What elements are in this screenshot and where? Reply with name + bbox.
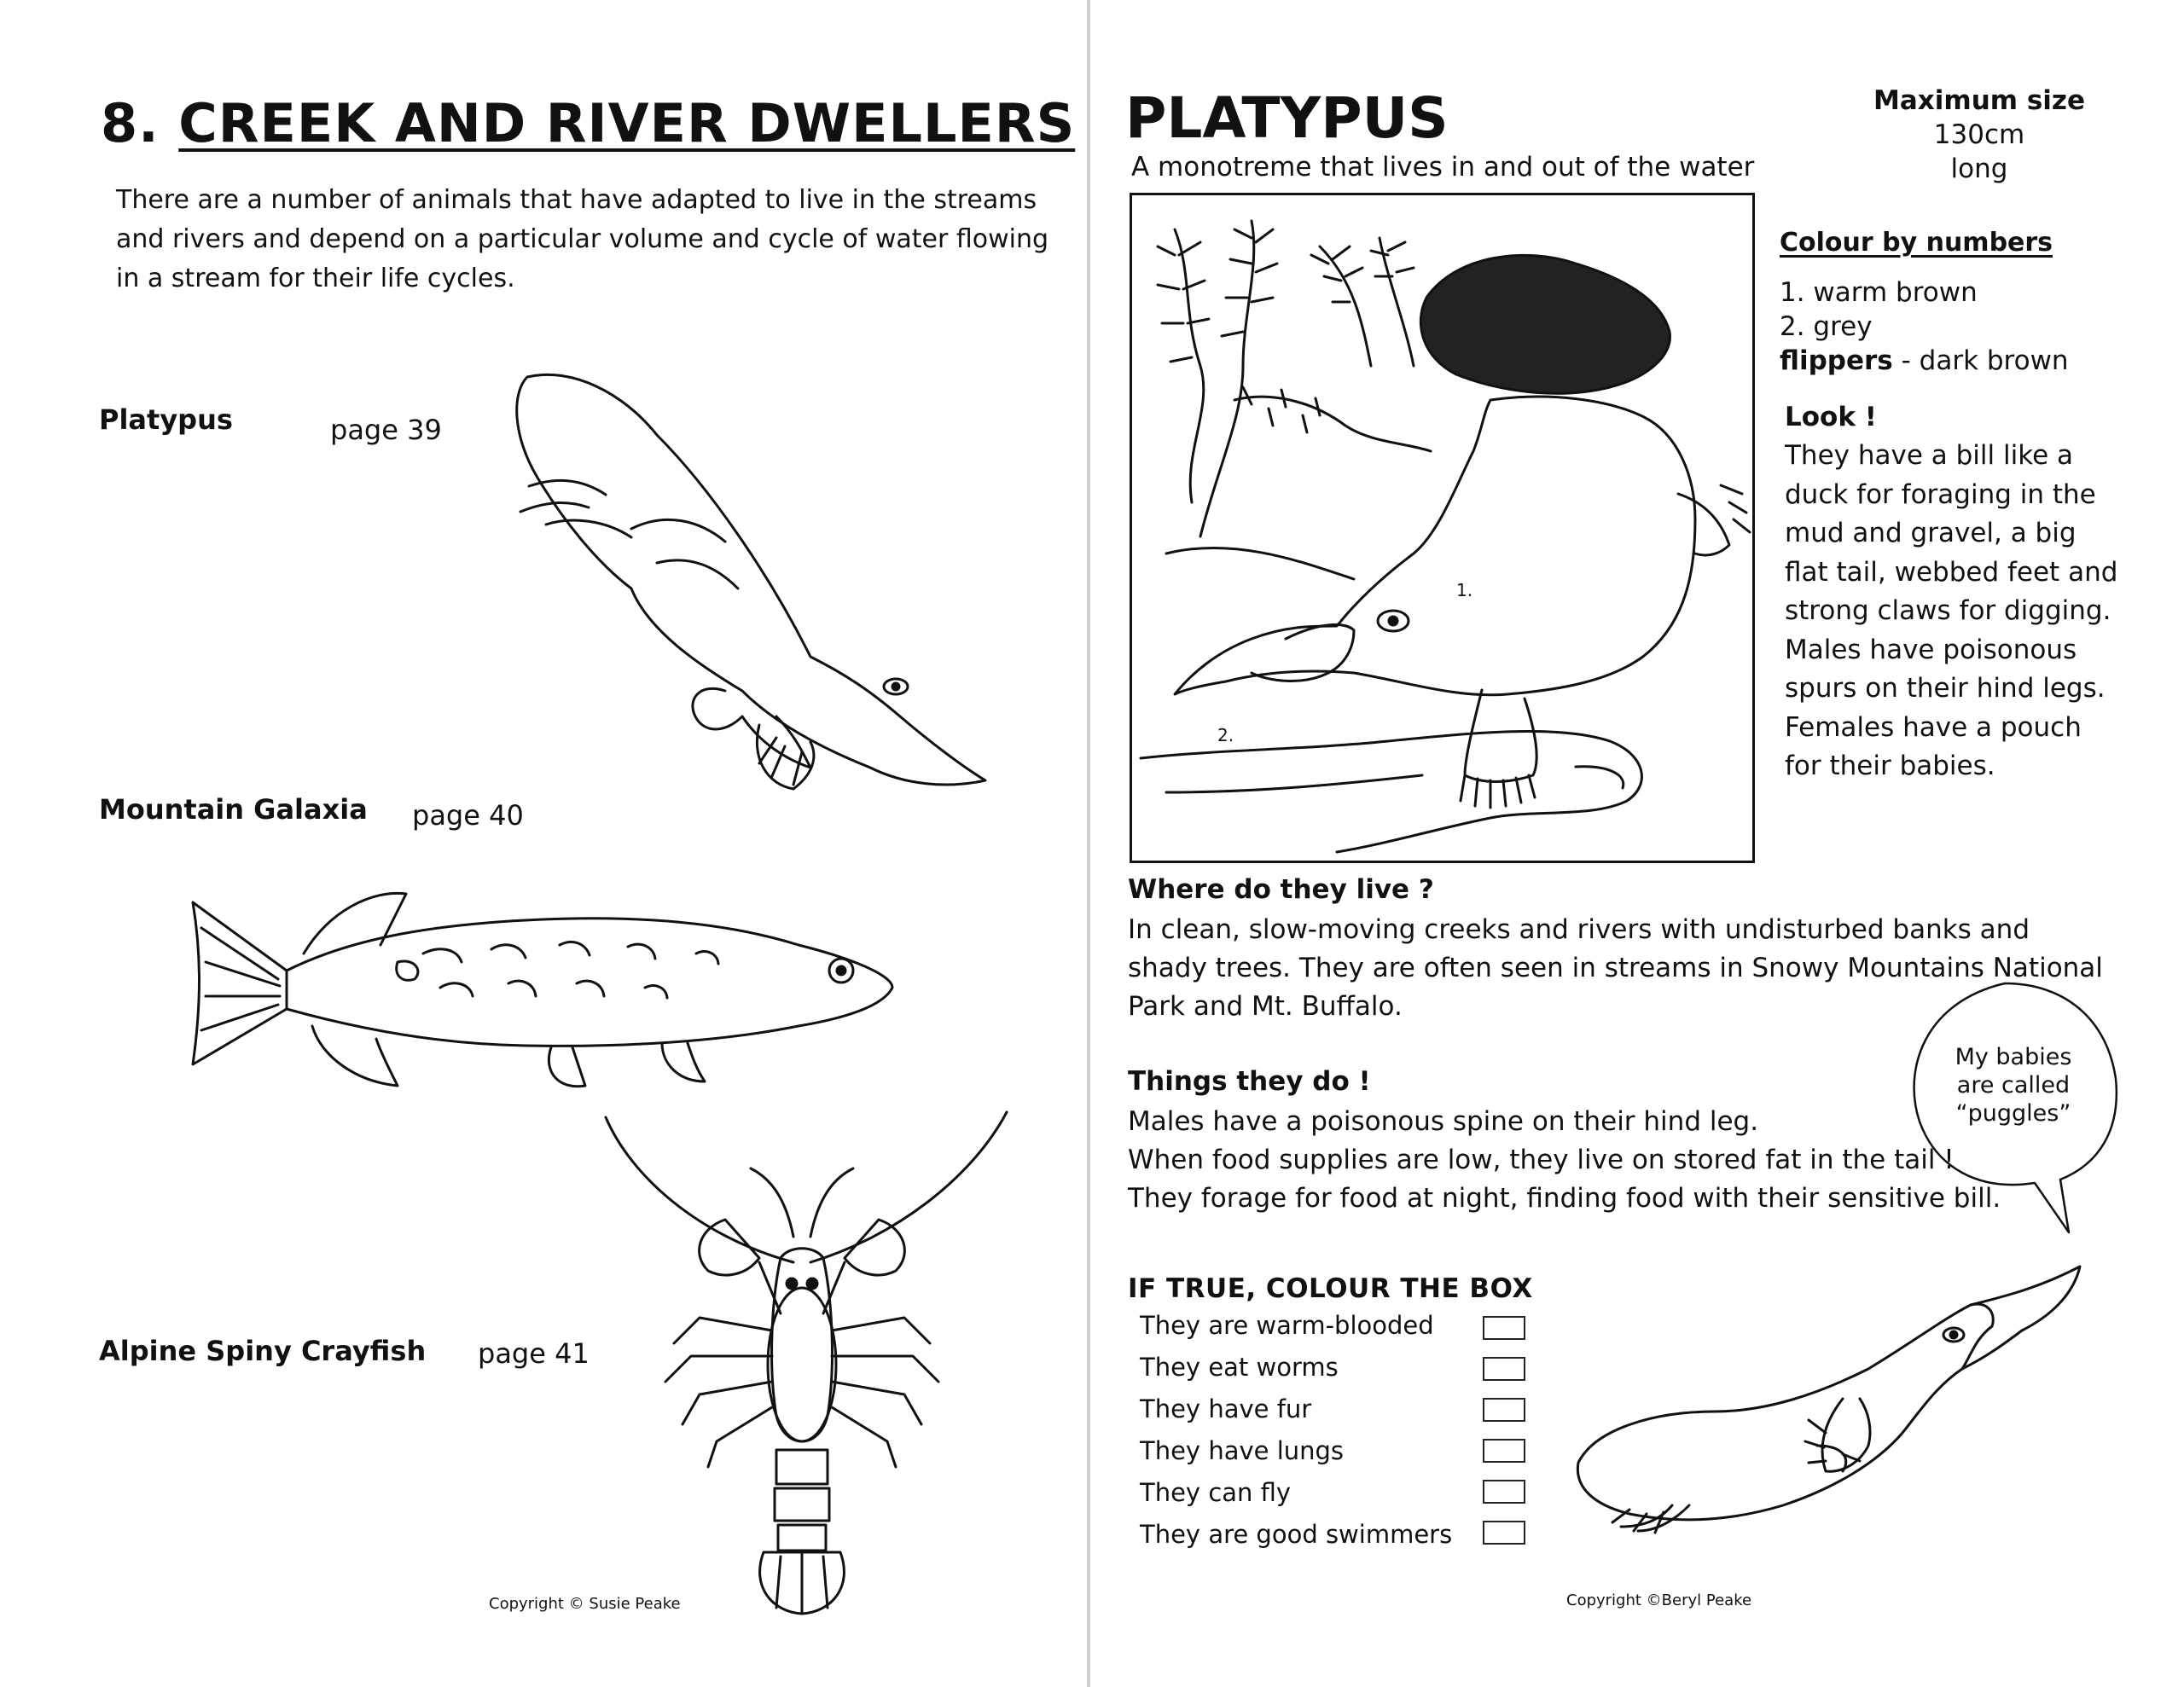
- animal-name-platypus: Platypus: [99, 403, 233, 436]
- quiz-item-label: They are good swimmers: [1140, 1520, 1453, 1549]
- colour-key-flippers: [1780, 344, 2069, 378]
- speech-bubble-line-1: My babies: [1955, 1044, 2072, 1070]
- things-list: [1128, 1103, 2001, 1218]
- page-subtitle: A monotreme that lives in and out of the water: [1131, 152, 1755, 183]
- flippers-value: - dark brown: [1892, 345, 2069, 376]
- colour-key-2: 2. grey: [1780, 311, 1873, 342]
- page-title: PLATYPUS: [1125, 85, 1449, 151]
- quiz-heading: IF TRUE, COLOUR THE BOX: [1128, 1273, 1533, 1304]
- alpine-spiny-crayfish-illustration: [597, 1109, 1015, 1620]
- colour-key-1: 1. warm brown: [1780, 277, 1978, 308]
- animal-name-alpine-spiny-crayfish: Alpine Spiny Crayfish: [99, 1335, 427, 1367]
- where-paragraph: In clean, slow-moving creeks and rivers with undisturbed banks and shady trees. They are often seen in streams in Snowy Mountains National Park and Mt. Buffalo.: [1128, 914, 2103, 1022]
- quiz-item-label: They can fly: [1140, 1478, 1292, 1507]
- look-paragraph: They have a bill like a duck for foraging in the mud and gravel, a big flat tail, webbed feet and strong claws for digging. Males have poisonous spurs on their hind legs. Females have a pouch for their babies.: [1785, 440, 2118, 781]
- chapter-title: CREEK AND RIVER DWELLERS: [178, 92, 1076, 154]
- page-ref-platypus: page 39: [330, 414, 442, 446]
- quiz-checkbox-have-fur[interactable]: [1483, 1398, 1525, 1422]
- platypus-small-illustration: [1561, 1249, 2090, 1539]
- page-ref-alpine-spiny-crayfish: page 41: [478, 1337, 590, 1370]
- where-heading: Where do they live ?: [1128, 874, 1434, 905]
- flippers-label: flippers: [1780, 345, 1893, 376]
- platypus-colouring-illustration: [1132, 195, 1752, 861]
- things-line-1: Males have a poisonous spine on their hind leg.: [1128, 1106, 1759, 1137]
- illustration-label-1: 1.: [1456, 580, 1473, 600]
- quiz-checkbox-eat-worms[interactable]: [1483, 1357, 1525, 1381]
- speech-bubble-line-2: are called: [1956, 1072, 2071, 1099]
- platypus-colouring-frame: [1130, 193, 1755, 863]
- illustration-label-2: 2.: [1217, 725, 1234, 745]
- quiz-checkbox-warm-blooded[interactable]: [1483, 1316, 1525, 1340]
- right-page: [1092, 0, 2184, 1687]
- animal-name-mountain-galaxia: Mountain Galaxia: [99, 793, 368, 826]
- page-gutter: [1087, 0, 1090, 1687]
- quiz-checkbox-have-lungs[interactable]: [1483, 1439, 1525, 1463]
- max-size-value: 130cm: [1933, 119, 2025, 150]
- speech-bubble-line-3: “puggles”: [1955, 1100, 2071, 1127]
- page-ref-mountain-galaxia: page 40: [412, 799, 524, 832]
- left-page: [0, 0, 1087, 1687]
- things-line-3: They forage for food at night, finding food with their sensitive bill.: [1128, 1183, 2001, 1214]
- things-heading: Things they do !: [1128, 1066, 1371, 1097]
- intro-paragraph: There are a number of animals that have adapted to live in the streams and rivers and depend on a particular volume and cycle of water flowing in a stream for their life cycles.: [116, 185, 1049, 293]
- quiz-item-label: They eat worms: [1140, 1353, 1339, 1382]
- max-size-block: [1860, 84, 2099, 186]
- quiz-checkbox-can-fly[interactable]: [1483, 1480, 1525, 1504]
- copyright-right: Copyright ©Beryl Peake: [1566, 1591, 1752, 1609]
- quiz-item-label: They have lungs: [1140, 1436, 1345, 1465]
- quiz-item-label: They have fur: [1140, 1394, 1312, 1423]
- copyright-left: Copyright © Susie Peake: [489, 1595, 681, 1613]
- max-size-label: Maximum size: [1873, 85, 2085, 116]
- max-size-unit: long: [1950, 154, 2008, 184]
- quiz-checkbox-good-swimmers[interactable]: [1483, 1521, 1525, 1545]
- colour-key-list: [1780, 275, 2069, 378]
- things-line-2: When food supplies are low, they live on stored fat in the tail !: [1128, 1145, 1955, 1175]
- mountain-galaxia-fish-illustration: [184, 877, 901, 1090]
- chapter-number: 8.: [101, 92, 160, 154]
- colour-by-numbers-heading: Colour by numbers: [1780, 228, 2053, 258]
- look-heading: Look !: [1785, 402, 1877, 432]
- platypus-swimming-illustration: [503, 358, 998, 793]
- quiz-item-label: They are warm-blooded: [1140, 1311, 1434, 1340]
- chapter-heading: [101, 92, 1075, 154]
